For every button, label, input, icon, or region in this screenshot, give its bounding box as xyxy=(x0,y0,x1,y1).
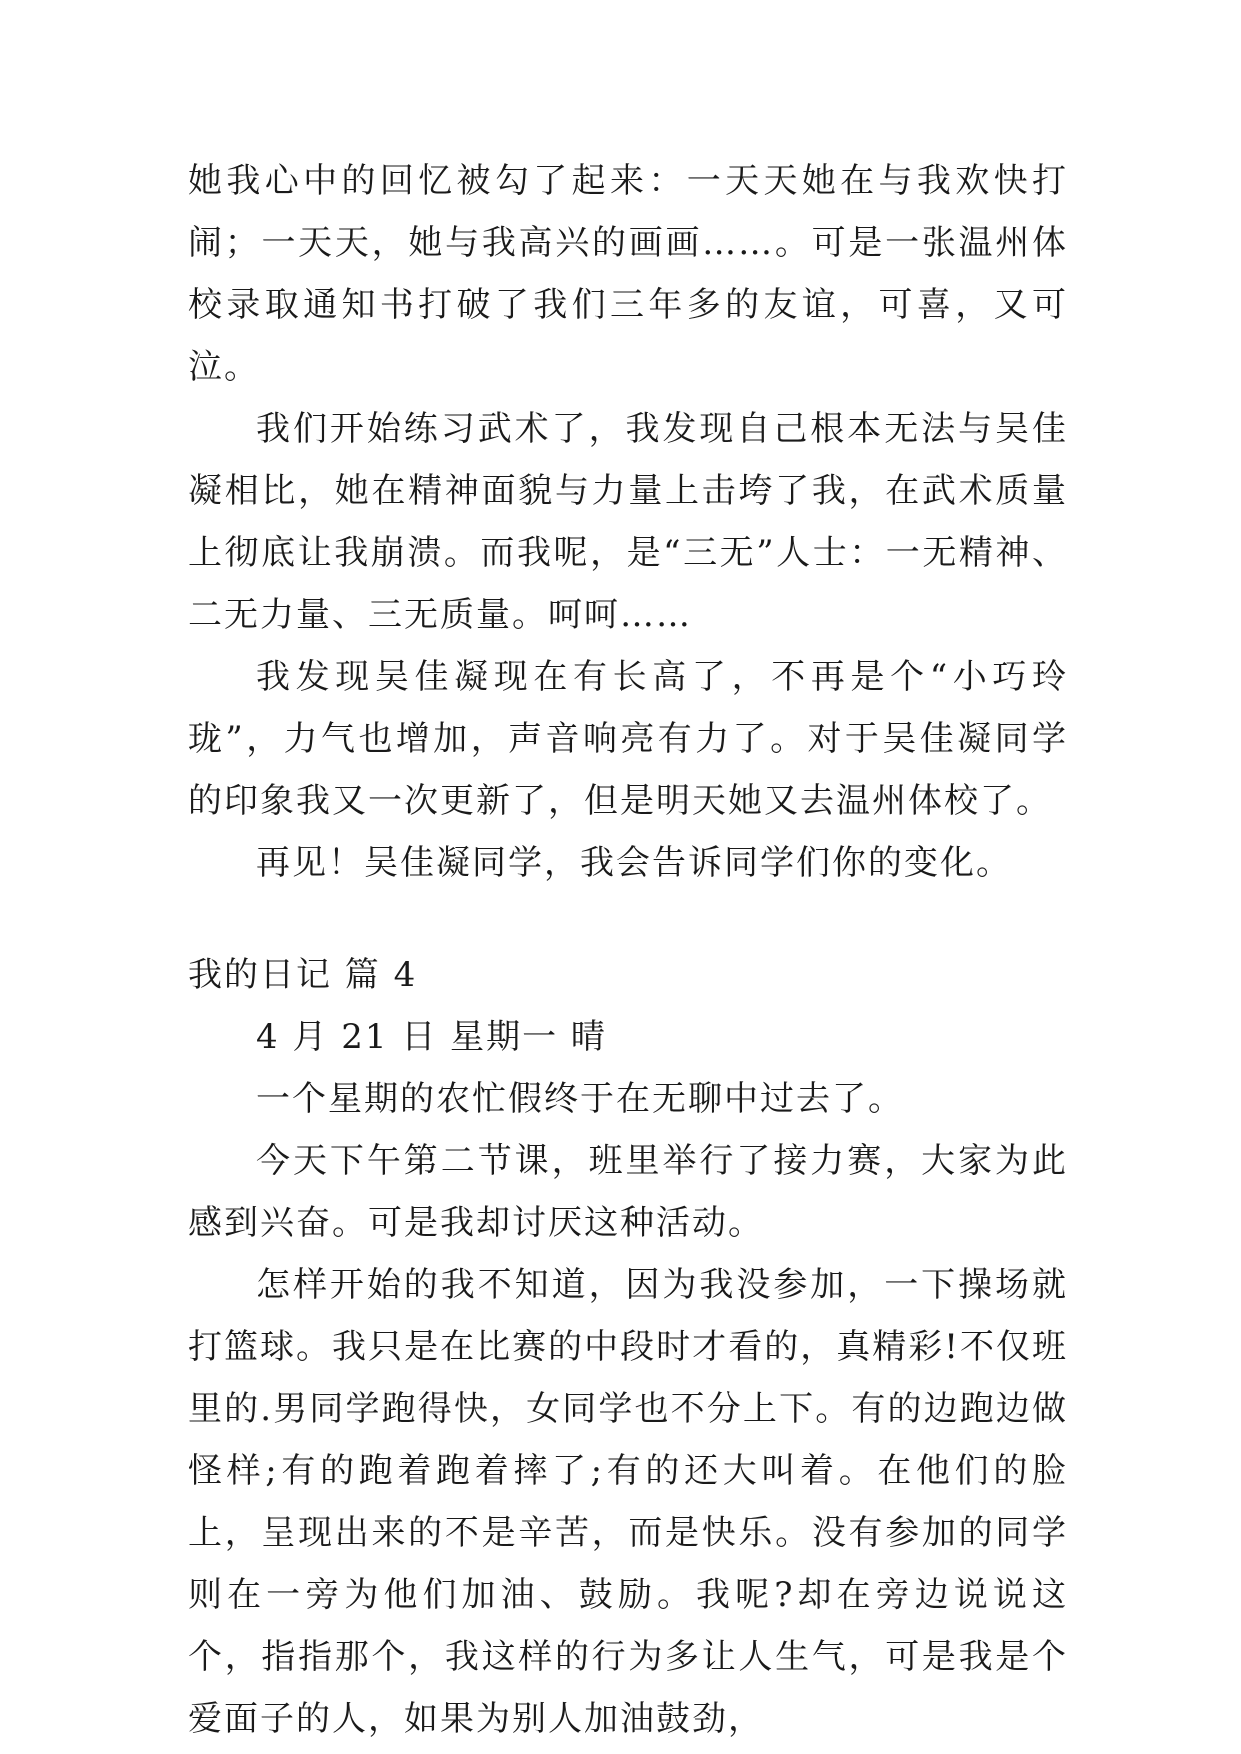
paragraph-relay: 今天下午第二节课，班里举行了接力赛，大家为此感到兴奋。可是我却讨厌这种活动。 xyxy=(188,1141,1068,1243)
paragraph-wushu: 我们开始练习武术了，我发现自己根本无法与吴佳凝相比，她在精神面貌与力量上击垮了我，在武术质量上彻底让我崩溃。而我呢，是“三无”人士：一无精神、二无力量、三无质量。呵呵…… xyxy=(188,409,1068,635)
paragraph-farewell: 再见！吴佳凝同学，我会告诉同学们你的变化。 xyxy=(256,843,1012,883)
diary-section-title: 我的日记 篇 4 xyxy=(188,955,418,995)
document-page xyxy=(188,150,1068,1750)
diary-date-line: 4 月 21 日 星期一 晴 xyxy=(256,1017,607,1057)
paragraph-holiday: 一个星期的农忙假终于在无聊中过去了。 xyxy=(256,1079,904,1119)
paragraph-changes: 我发现吴佳凝现在有长高了，不再是个“小巧玲珑”，力气也增加，声音响亮有力了。对于吴佳凝同学的印象我又一次更新了，但是明天她又去温州体校了。 xyxy=(188,657,1068,821)
paragraph-memory: 她我心中的回忆被勾了起来：一天天她在与我欢快打闹；一天天，她与我高兴的画画……。可是一张温州体校录取通知书打破了我们三年多的友谊，可喜，又可泣。 xyxy=(188,161,1068,387)
paragraph-race-description: 怎样开始的我不知道，因为我没参加，一下操场就打篮球。我只是在比赛的中段时才看的，真精彩!不仅班里的.男同学跑得快，女同学也不分上下。有的边跑边做怪样;有的跑着跑着摔了;有的还大叫着。在他们的脸上，呈现出来的不是辛苦，而是快乐。没有参加的同学则在一旁为他们加油、鼓励。我呢?却在旁边说说这个，指指那个，我这样的行为多让人生气，可是我是个爱面子的人，如果为别人加油鼓劲， xyxy=(188,1265,1068,1739)
